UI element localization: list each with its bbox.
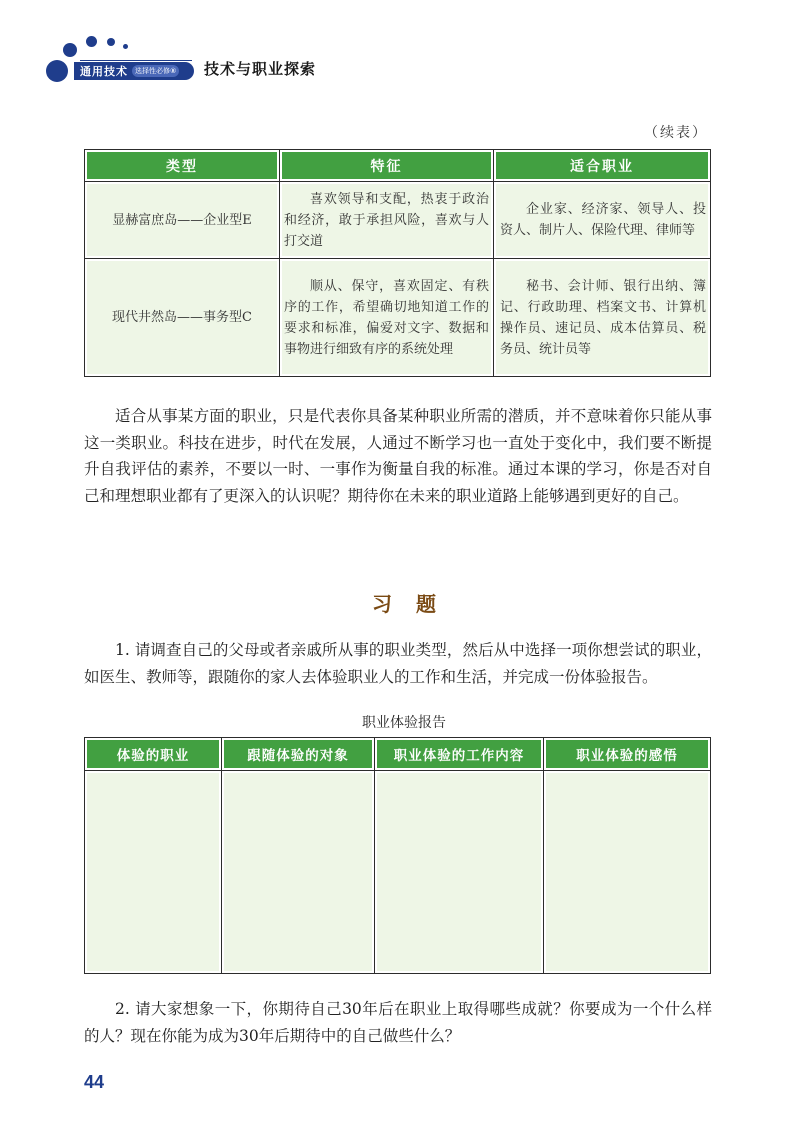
series-label: 通用技术: [80, 65, 128, 78]
experience-report-table: [84, 737, 711, 974]
table-row: [85, 771, 711, 974]
page-number: 44: [84, 1072, 105, 1092]
jobs-cell: 企业家、经济家、领导人、投资人、制片人、保险代理、律师等: [494, 182, 711, 259]
blank-answer-cell: [85, 771, 222, 974]
series-badge: [74, 62, 194, 80]
column-header-work-content: 职业体验的工作内容: [375, 738, 544, 771]
column-header-jobs: 适合职业: [494, 150, 711, 182]
exercise-question-1: 1. 请调查自己的父母或者亲戚所从事的职业类型，然后从中选择一项你想尝试的职业，如医生、教师等，跟随你的家人去体验职业人的工作和生活，并完成一份体验报告。: [84, 641, 712, 686]
header-dot-tiny: [107, 38, 115, 46]
blank-answer-cell: [375, 771, 544, 974]
header-dot-mini: [123, 44, 128, 49]
career-type-table: [84, 149, 711, 377]
type-cell: 显赫富庶岛——企业型E: [85, 182, 280, 259]
table-row: [85, 182, 711, 259]
series-sub-label: 选择性必修⑧: [132, 65, 179, 77]
exercise-question-2: 2. 请大家想象一下，你期待自己30年后在职业上取得哪些成就？你要成为一个什么样的人？现在你能为成为30年后期待中的自己做些什么？: [84, 1000, 712, 1045]
table-row: [85, 259, 711, 377]
header-dot-large: [46, 60, 68, 82]
type-cell: 现代井然岛——事务型C: [85, 259, 280, 377]
header-dot-small: [86, 36, 97, 47]
exercise-section-title: 习题: [372, 592, 460, 616]
column-header-reflection: 职业体验的感悟: [544, 738, 711, 771]
column-header-occupation: 体验的职业: [85, 738, 222, 771]
summary-paragraph: 适合从事某方面的职业，只是代表你具备某种职业所需的潜质，并不意味着你只能从事这一类职业。科技在进步，时代在发展，人通过不断学习也一直处于变化中，我们要不断提升自我评估的素养，不要以一时、一事作为衡量自我的标准。通过本课的学习，你是否对自己和理想职业都有了更深入的认识呢？期待你在未来的职业道路上能够遇到更好的自己。: [84, 407, 712, 505]
jobs-cell: 秘书、会计师、银行出纳、簿记、行政助理、档案文书、计算机操作员、速记员、成本估算员、税务员、统计员等: [494, 259, 711, 377]
chapter-title: 技术与职业探索: [204, 60, 317, 78]
header-dot-medium: [63, 43, 77, 57]
table-header-row: [85, 150, 711, 182]
column-header-features: 特征: [280, 150, 494, 182]
header-rule: [80, 60, 192, 61]
features-cell: 喜欢领导和支配，热衷于政治和经济，敢于承担风险，喜欢与人打交道: [280, 182, 494, 259]
column-header-type: 类型: [85, 150, 280, 182]
blank-answer-cell: [544, 771, 711, 974]
continuation-label: （续表）: [644, 125, 708, 141]
report-table-caption: 职业体验报告: [362, 715, 446, 731]
blank-answer-cell: [222, 771, 375, 974]
table-header-row: [85, 738, 711, 771]
features-cell: 顺从、保守，喜欢固定、有秩序的工作，希望确切地知道工作的要求和标准，偏爱对文字、数据和事物进行细致有序的系统处理: [280, 259, 494, 377]
column-header-mentor: 跟随体验的对象: [222, 738, 375, 771]
